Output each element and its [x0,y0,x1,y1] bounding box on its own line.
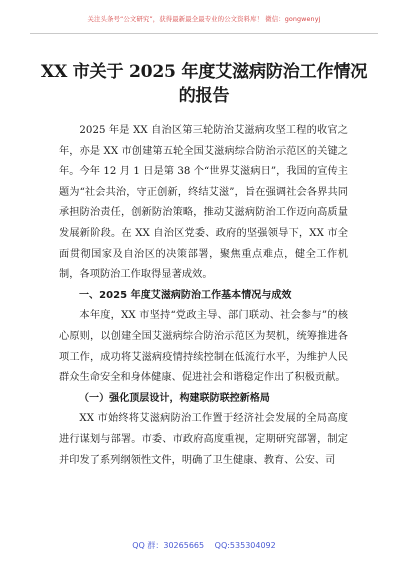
header-banner: 关注头条号“公文研究”，获得最新最全最专业的公文资料库！ 微信：gongwenyj [87,15,321,23]
document-body [59,121,348,471]
paragraph-overview: 本年度，XX 市坚持“党政主导、部门联动、社会参与”的核心原则，以创建全国艾滋病综合防治示范区为契机，统筹推进各项工作，成功将艾滋病疫情持续控制在低流行水平，为维护人民群众生命安全和身体健康、促进社会和谐稳定作出了积极贡献。 [59,310,348,384]
footer-qq-contact: QQ:535304092 [214,541,276,550]
title-line-1: XX 市关于 2025 年度艾滋病防治工作情况 [40,62,368,82]
footer-qq-group: QQ 群：30265665 [132,541,205,550]
paragraph-intro: 2025 年是 XX 自治区第三轮防治艾滋病攻坚工程的收官之年，亦是 XX 市创建第五轮全国艾滋病综合防治示范区的关键之年。今年 12 月 1 日是第 38 个“世界艾滋病日”，我国的宣传主题为“社会共治，守正创新，终结艾滋”，旨在强调社会各界共同承担防治责任，创新防治策略，推动艾滋病防治工作迈向高质量发展新阶段。在 XX 自治区党委、政府的坚强领导下，XX 市全面贯彻国家及自治区的决策部署，聚焦重点难点，健全工作机制，各项防治工作取得显著成效。 [59,125,348,281]
paragraph-design: XX 市始终将艾滋病防治工作置于经济社会发展的全局高度进行谋划与部署。市委、市政府高度重视，定期研究部署，制定并印发了系列纲领性文件，明确了卫生健康、教育、公安、司 [59,413,348,466]
subsection-heading-1: （一）强化顶层设计，构建联防联控新格局 [79,392,270,404]
section-heading-1: 一、2025 年度艾滋病防治工作基本情况与成效 [79,289,292,301]
header-divider [30,33,378,34]
title-line-2: 的报告 [178,86,230,106]
footer-contact [0,540,408,551]
document-title [30,60,378,108]
